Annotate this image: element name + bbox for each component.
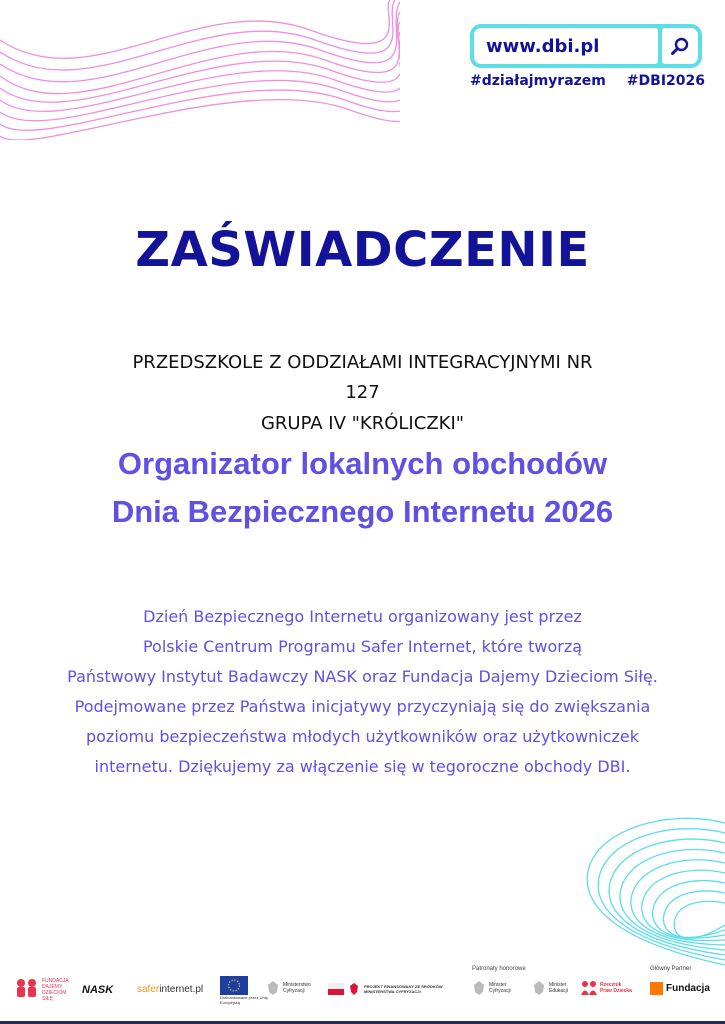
logo-nask xyxy=(82,984,113,996)
description-line: Państwowy Instytut Badawczy NASK oraz Fundacja Dajemy Dzieciom Siłę. xyxy=(67,667,658,686)
ombudsman-label: Rzecznik Praw Dziecka xyxy=(600,982,632,994)
description-line: Polskie Centrum Programu Safer Internet, które tworzą xyxy=(142,637,583,656)
school-name xyxy=(60,348,665,408)
caption-honorary: Patronaty honorowe xyxy=(472,966,526,972)
digital-ministry-label: Ministerstwo Cyfryzacji xyxy=(283,982,311,994)
eagle-emblem-icon xyxy=(348,982,360,996)
orange-square-icon xyxy=(650,982,663,995)
search-button[interactable] xyxy=(662,28,698,64)
search-url[interactable]: www.dbi.pl xyxy=(474,28,658,64)
eu-label: Dofinansowane przez Unię Europejską xyxy=(220,995,268,1005)
logo-ombudsman xyxy=(580,980,634,996)
nask-label: NASK xyxy=(82,984,114,996)
hashtag-dbi: #DBI2026 xyxy=(626,73,705,89)
decorative-waves-cyan xyxy=(555,815,725,975)
caption-main-partner: Główny Partner xyxy=(650,966,692,972)
hashtags xyxy=(470,73,705,89)
logo-saferinternet xyxy=(137,984,203,995)
search-icon xyxy=(670,36,690,56)
fdds-label: FUNDACJA DAJEMY DZIECIOM SIŁĘ xyxy=(42,978,69,1002)
minister-digital-label: Minister Cyfryzacji xyxy=(489,982,511,994)
logo-eu xyxy=(220,976,270,1005)
group-name: GRUPA IV "KRÓLICZKI" xyxy=(260,413,465,434)
minister-education-label: Minister Edukacji xyxy=(549,982,568,994)
description-line: Dzień Bezpiecznego Internetu organizowany jest przez xyxy=(143,607,582,626)
logo-project xyxy=(328,982,450,996)
internet-label: internet.pl xyxy=(159,984,204,995)
logo-fdds xyxy=(14,978,72,1002)
organizer-role-line-2: Dnia Bezpiecznego Internetu 2026 xyxy=(111,494,614,529)
logo-fundacja xyxy=(650,982,710,995)
fundacja-label: Fundacja xyxy=(666,983,710,994)
eagle-emblem-icon xyxy=(266,980,280,996)
partner-logos xyxy=(0,962,725,1012)
organizer-role xyxy=(0,440,725,536)
logo-minister-education xyxy=(532,980,577,996)
project-label: PROJEKT FINANSOWANY ZE ŚRODKÓW MINISTERSTWA CYFRYZACJI xyxy=(364,984,443,994)
organizer-role-line-1: Organizator lokalnych obchodów xyxy=(117,446,608,481)
description-line: Podejmowane przez Państwa inicjatywy przyczyniają się do zwiększania xyxy=(74,697,651,716)
logo-digital-ministry xyxy=(266,980,319,996)
description-line: poziomu bezpieczeństwa młodych użytkowników oraz użytkowniczek xyxy=(85,727,640,746)
polish-flag-icon xyxy=(328,983,344,995)
school-name-line-2: 127 xyxy=(345,382,380,403)
eu-flag-icon xyxy=(220,976,248,995)
children-figures-icon xyxy=(580,980,598,996)
logo-minister-digital xyxy=(472,980,517,996)
safer-label: safer xyxy=(137,984,160,995)
description xyxy=(20,602,705,782)
fdds-figures-icon xyxy=(14,978,40,1002)
school-name-line-1: PRZEDSZKOLE Z ODDZIAŁAMI INTEGRACYJNYMI NR xyxy=(132,352,593,373)
eagle-emblem-icon xyxy=(472,980,486,996)
description-line: internetu. Dziękujemy za włączenie się w tegoroczne obchody DBI. xyxy=(94,757,631,776)
certificate-title: ZAŚWIADCZENIE xyxy=(135,222,590,278)
hashtag-dzialajmy: #działajmyrazem xyxy=(470,73,606,89)
search-bar[interactable] xyxy=(470,24,702,68)
eagle-emblem-icon xyxy=(532,980,546,996)
decorative-waves-pink xyxy=(0,0,400,140)
